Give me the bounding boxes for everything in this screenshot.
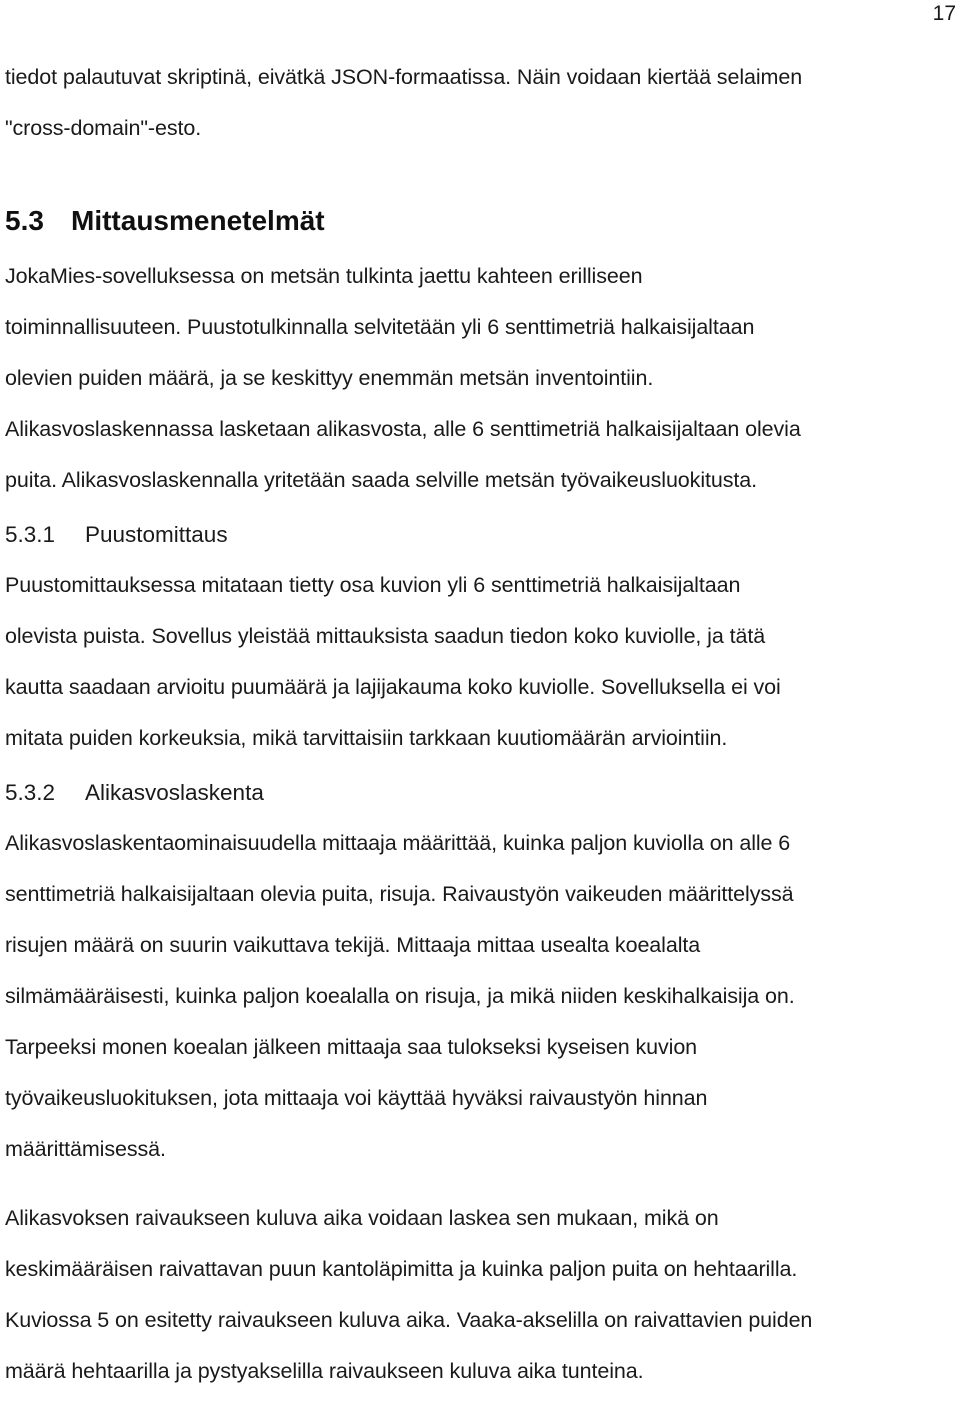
text-line: Alikasvoslaskennassa lasketaan alikasvosta, alle 6 senttimetriä halkaisijaltaan olevia	[5, 417, 801, 441]
section-heading-5-3-2	[5, 778, 957, 808]
section-title: Puustomittaus	[85, 522, 228, 547]
text-line: tiedot palautuvat skriptinä, eivätkä JSON-formaatissa. Näin voidaan kiertää selaimen	[5, 65, 803, 89]
page-number: 17	[932, 2, 956, 25]
text-line: olevien puiden määrä, ja se keskittyy enemmän metsän inventointiin.	[5, 366, 654, 390]
text-line: silmämääräisesti, kuinka paljon koealalla on risuja, ja mikä niiden keskihalkaisija on.	[5, 984, 795, 1008]
text-line: olevista puista. Sovellus yleistää mittauksista saadun tiedon koko kuviolle, ja tätä	[5, 624, 766, 648]
section-number: 5.3.2	[5, 780, 56, 805]
section-5-3-2-paragraph-1	[5, 818, 957, 1175]
section-heading-5-3-1	[5, 520, 957, 550]
text-line: "cross-domain"-esto.	[5, 116, 202, 140]
text-line: määrä hehtaarilla ja pystyakselilla raivaukseen kuluva aika tunteina.	[5, 1359, 644, 1383]
text-line: risujen määrä on suurin vaikuttava tekijä. Mittaaja mittaa usealta koealalta	[5, 933, 701, 957]
section-heading-5-3	[5, 203, 957, 239]
text-line: JokaMies-sovelluksessa on metsän tulkinta jaettu kahteen erilliseen	[5, 264, 643, 288]
section-title: Alikasvoslaskenta	[85, 780, 264, 805]
section-5-3-2-paragraph-2	[5, 1193, 957, 1397]
section-5-3-1-paragraph	[5, 560, 957, 764]
text-line: kautta saadaan arvioitu puumäärä ja lajijakauma koko kuviolle. Sovelluksella ei voi	[5, 675, 781, 699]
section-number: 5.3.1	[5, 522, 56, 547]
text-line: puita. Alikasvoslaskennalla yritetään saada selville metsän työvaikeusluokitusta.	[5, 468, 757, 492]
text-line: työvaikeusluokituksen, jota mittaaja voi käyttää hyväksi raivaustyön hinnan	[5, 1086, 708, 1110]
text-line: Puustomittauksessa mitataan tietty osa kuvion yli 6 senttimetriä halkaisijaltaan	[5, 573, 741, 597]
text-line: Tarpeeksi monen koealan jälkeen mittaaja saa tulokseksi kyseisen kuvion	[5, 1035, 698, 1059]
document-body	[5, 52, 957, 1397]
text-line: keskimääräisen raivattavan puun kantoläpimitta ja kuinka paljon puita on hehtaarilla.	[5, 1257, 798, 1281]
intro-paragraph	[5, 52, 957, 154]
text-line: Kuviossa 5 on esitetty raivaukseen kuluva aika. Vaaka-akselilla on raivattavien puiden	[5, 1308, 813, 1332]
section-title: Mittausmenetelmät	[71, 205, 325, 236]
text-line: senttimetriä halkaisijaltaan olevia puita, risuja. Raivaustyön vaikeuden määrittelyssä	[5, 882, 794, 906]
section-5-3-paragraph	[5, 251, 957, 506]
text-line: toiminnallisuuteen. Puustotulkinnalla selvitetään yli 6 senttimetriä halkaisijaltaan	[5, 315, 755, 339]
text-line: mitata puiden korkeuksia, mikä tarvittaisiin tarkkaan kuutiomäärän arviointiin.	[5, 726, 728, 750]
text-line: Alikasvoslaskentaominaisuudella mittaaja määrittää, kuinka paljon kuviolla on alle 6	[5, 831, 791, 855]
section-number: 5.3	[5, 205, 44, 236]
text-line: Alikasvoksen raivaukseen kuluva aika voidaan laskea sen mukaan, mikä on	[5, 1206, 719, 1230]
text-line: määrittämisessä.	[5, 1137, 166, 1161]
